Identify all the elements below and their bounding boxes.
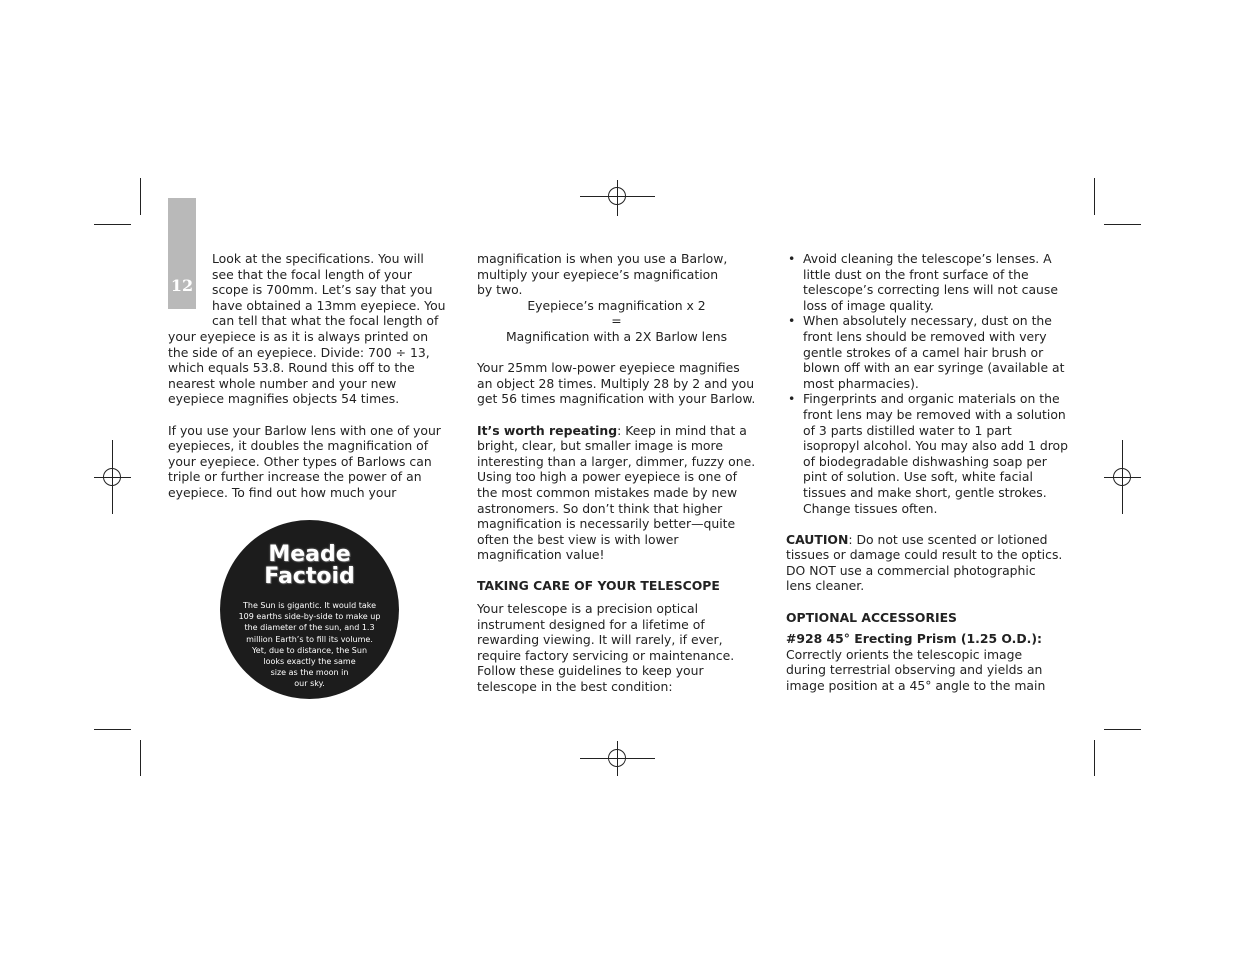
- text-line: eyepieces, it doubles the magnification of: [168, 438, 429, 454]
- text-line: nearest whole number and your new: [168, 375, 397, 391]
- text-line: the side of an eyepiece. Divide: 700 ÷ 13,: [168, 344, 430, 360]
- text-line: : Keep in mind that a: [617, 422, 747, 438]
- text-line: Follow these guidelines to keep your: [477, 663, 704, 679]
- prism-heading: #928 45° Erecting Prism (1.25 O.D.):: [786, 631, 1042, 647]
- text-line: triple or further increase the power of an: [168, 469, 422, 485]
- text-line: see that the focal length of your: [212, 266, 412, 282]
- factoid-line: looks exactly the same: [263, 657, 356, 667]
- text-line: Correctly orients the telescopic image: [786, 646, 1023, 662]
- repeat-label: It’s worth repeating: [477, 422, 618, 438]
- text-line: rewarding viewing. It will rarely, if ever,: [477, 632, 723, 648]
- text-line: often the best view is with lower: [477, 531, 679, 547]
- factoid-line: The Sun is gigantic. It would take: [242, 601, 376, 610]
- factoid-line: our sky.: [294, 679, 325, 689]
- caution-label: CAUTION: [786, 531, 849, 547]
- text-line: instrument designed for a lifetime of: [477, 616, 705, 632]
- text-line: magnification is necessarily better—quite: [477, 516, 736, 532]
- text-line: tissues and make short, gentle strokes.: [803, 484, 1047, 500]
- list-item: [786, 391, 1086, 516]
- factoid-line: million Earth’s to fill its volume.: [246, 634, 373, 644]
- text-line: eyepiece magnifies objects 54 times.: [168, 391, 400, 407]
- text-line: get 56 times magnification with your Barlow.: [477, 391, 756, 407]
- text-line: isopropyl alcohol. You may also add 1 drop: [803, 438, 1068, 454]
- text-line: • Fingerprints and organic materials on the: [803, 391, 1060, 407]
- meade-factoid-badge: [220, 520, 399, 699]
- text-line: the most common mistakes made by new: [477, 484, 738, 500]
- text-line: tissues or damage could result to the optics.: [786, 547, 1063, 563]
- text-line: most pharmacies).: [803, 375, 919, 391]
- formula-line: Eyepiece’s magnification x 2: [527, 297, 706, 313]
- text-line: telescope in the best condition:: [477, 679, 673, 695]
- text-line: image position at a 45° angle to the main: [786, 678, 1046, 694]
- factoid-line: the diameter of the sun, and 1.3: [244, 623, 375, 633]
- text-line: of biodegradable dishwashing soap per: [803, 453, 1047, 469]
- text-line: can tell that what the focal length of: [212, 313, 439, 329]
- page-number-tab: [168, 198, 196, 309]
- text-line: telescope’s correcting lens will not cause: [803, 282, 1058, 298]
- text-line: an object 28 times. Multiply 28 by 2 and you: [477, 375, 755, 391]
- column-1-continued: [168, 329, 453, 501]
- text-line: bright, clear, but smaller image is more: [477, 438, 723, 454]
- text-line: Change tissues often.: [803, 500, 938, 516]
- factoid-line: size as the moon in: [270, 668, 349, 678]
- column-3: [786, 251, 1086, 694]
- column-2: [477, 251, 762, 695]
- text-line: DO NOT use a commercial photographic: [786, 562, 1036, 578]
- text-line: loss of image quality.: [803, 297, 934, 313]
- text-line: have obtained a 13mm eyepiece. You: [212, 297, 446, 313]
- care-heading: TAKING CARE OF YOUR TELESCOPE: [477, 578, 720, 594]
- text-line: Your 25mm low-power eyepiece magnifies: [477, 360, 740, 376]
- text-line: your eyepiece is as it is always printed on: [168, 329, 429, 344]
- factoid-line: 109 earths side-by-side to make up: [238, 612, 381, 622]
- text-line: eyepiece. To find out how much your: [168, 484, 397, 500]
- text-line: front lens should be removed with very: [803, 328, 1047, 344]
- text-line: little dust on the front surface of the: [803, 266, 1029, 282]
- text-line: astronomers. So don’t think that higher: [477, 500, 723, 516]
- text-line: If you use your Barlow lens with one of your: [168, 422, 441, 438]
- text-line: blown off with an ear syringe (available at: [803, 360, 1065, 376]
- text-line: of 3 parts distilled water to 1 part: [803, 422, 1012, 438]
- text-line: front lens may be removed with a solution: [803, 406, 1066, 422]
- text-line: lens cleaner.: [786, 578, 865, 594]
- text-line: magnification is when you use a Barlow,: [477, 251, 728, 266]
- text-line: magnification value!: [477, 547, 605, 563]
- text-line: Look at the specifications. You will: [212, 251, 424, 266]
- text-line: Your telescope is a precision optical: [477, 601, 699, 617]
- list-item: [786, 251, 1086, 313]
- formula-line: =: [611, 313, 622, 329]
- text-line: • When absolutely necessary, dust on the: [803, 313, 1052, 329]
- text-line: by two.: [477, 282, 523, 298]
- text-line: • Avoid cleaning the telescope’s lenses. A: [803, 251, 1052, 266]
- accessories-heading: OPTIONAL ACCESSORIES: [786, 609, 957, 625]
- text-line: pint of solution. Use soft, white facial: [803, 469, 1033, 485]
- text-line: multiply your eyepiece’s magnification: [477, 266, 719, 282]
- text-line: which equals 53.8. Round this off to the: [168, 360, 415, 376]
- text-line: interesting than a larger, dimmer, fuzzy one.: [477, 453, 756, 469]
- text-line: during terrestrial observing and yields an: [786, 662, 1043, 678]
- list-item: [786, 313, 1086, 391]
- text-line: require factory servicing or maintenance.: [477, 647, 735, 663]
- factoid-line: Yet, due to distance, the Sun: [251, 645, 368, 655]
- column-1: [212, 251, 452, 329]
- text-line: gentle strokes of a camel hair brush or: [803, 344, 1044, 360]
- text-line: your eyepiece. Other types of Barlows can: [168, 453, 432, 469]
- text-line: scope is 700mm. Let’s say that you: [212, 282, 433, 298]
- factoid-title-line-2: Factoid: [264, 564, 355, 589]
- factoid-text: [228, 600, 391, 690]
- factoid-title-line-1: Meade: [268, 542, 351, 567]
- text-line: : Do not use scented or lotioned: [848, 531, 1048, 547]
- care-guidelines-list: [786, 251, 1086, 516]
- page-number: 12: [170, 276, 194, 295]
- text-line: Using too high a power eyepiece is one of: [477, 469, 737, 485]
- formula-line: Magnification with a 2X Barlow lens: [505, 328, 728, 344]
